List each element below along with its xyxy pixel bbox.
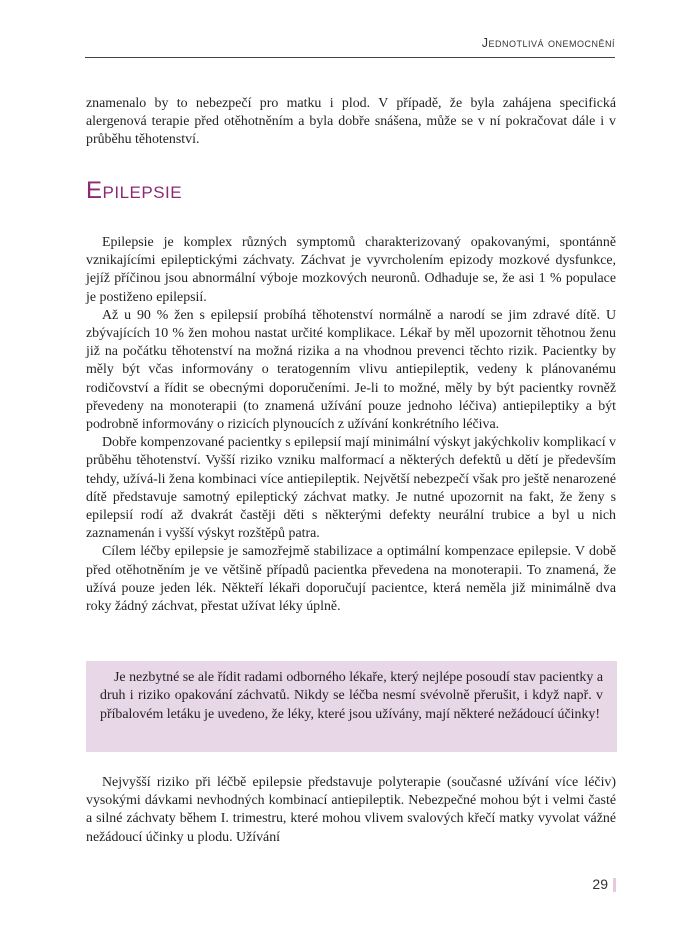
page-marker-bar [613, 878, 616, 892]
section-heading: Epilepsie [86, 177, 183, 204]
paragraph-1: Epilepsie je komplex různých symptomů charakterizovaný opakovanými, spontánně vznikajícími epileptickými záchvaty. Záchvat je vyvrcholením epizody mozkové dysfunkce, jejíž příčinou jsou abnormální výboje mozkových neuronů. Odhaduje se, že asi 1 % populace je postiženo epilepsií. [86, 235, 616, 305]
paragraph-2: Až u 90 % žen s epilepsií probíhá těhotenství normálně a narodí se jim zdravé dítě. U zbývajících 10 % žen mohou nastat určité komplikace. Lékař by měl upozornit těhotnou ženu již na počátku těhotenství na možná rizika a na vhodnou prevenci těchto rizik. Pacientky by měly být včas informovány o teratogenním vlivu antiepileptik, vedeny k plánovanému rodičovství a řídit se obecnými doporučeními. Je-li to možné, měly by být pacientky rovněž převedeny na monoterapii (to znamená užívání pouze jednoho léčiva) antiepileptiky a být podrobně informovány o rizicích plynoucích z užívání konkrétního léčiva. [86, 307, 616, 433]
paragraph-5: Nejvyšší riziko při léčbě epilepsie představuje polyterapie (současné užívání více léčiv) vysokými dávkami nevhodných kombinací antiepileptik. Nebezpečné mohou být i velmi časté a silné záchvaty během I. trimestru, které mohou vlivem svalových křečí matky vyvolat vážné nežádoucí účinky u plodu. Užívání [86, 775, 616, 845]
paragraph-4: Cílem léčby epilepsie je samozřejmě stabilizace a optimální kompenzace epilepsie. V době před otěhotněním je ve většině případů pacientka převedena na monoterapii. To znamená, že užívá pouze jeden lék. Někteří lékaři doporučují pacientce, která neměla již minimálně dva roky žádný záchvat, přestat užívat léky úplně. [86, 544, 616, 615]
page-number: 29 [592, 876, 608, 892]
callout-text: Je nezbytné se ale řídit radami odborného lékaře, který nejlépe posoudí stav pacientky a druh i riziko opakování záchvatů. Nikdy se léčba nesmí svévolně přerušit, i když např. v příbalovém letáku je uvedeno, že léky, které jsou užívány, mají některé nežádoucí účinky! [100, 670, 603, 722]
intro-paragraph-block [86, 95, 616, 150]
continuation-block [86, 774, 616, 847]
header-divider [85, 57, 615, 58]
running-header: Jednotlivá onemocnění [481, 36, 615, 50]
paragraph-3: Dobře kompenzované pacientky s epilepsií mají minimální výskyt jakýchkoliv komplikací v průběhu těhotenství. Vyšší riziko vzniku malformací a některých defektů u dětí je především tehdy, užívá-li žena kombinaci více antiepileptik. Největší nebezpečí však pro ještě nenarozené dítě představuje samotný epileptický záchvat matky. Je nutné upozornit na fakt, že ženy s epilepsií rodí až dvakrát častěji děti s některými defekty neurální trubice a byl u nich zaznamenán i vyšší výskyt rozštěpů patra. [86, 435, 616, 542]
warning-callout-box [86, 661, 617, 752]
section-body [86, 234, 616, 616]
intro-paragraph: znamenalo by to nebezpečí pro matku i plod. V případě, že byla zahájena specifická alergenová terapie před otěhotněním a byla dobře snášena, může se v ní pokračovat dále i v průběhu těhotenství. [86, 96, 616, 148]
